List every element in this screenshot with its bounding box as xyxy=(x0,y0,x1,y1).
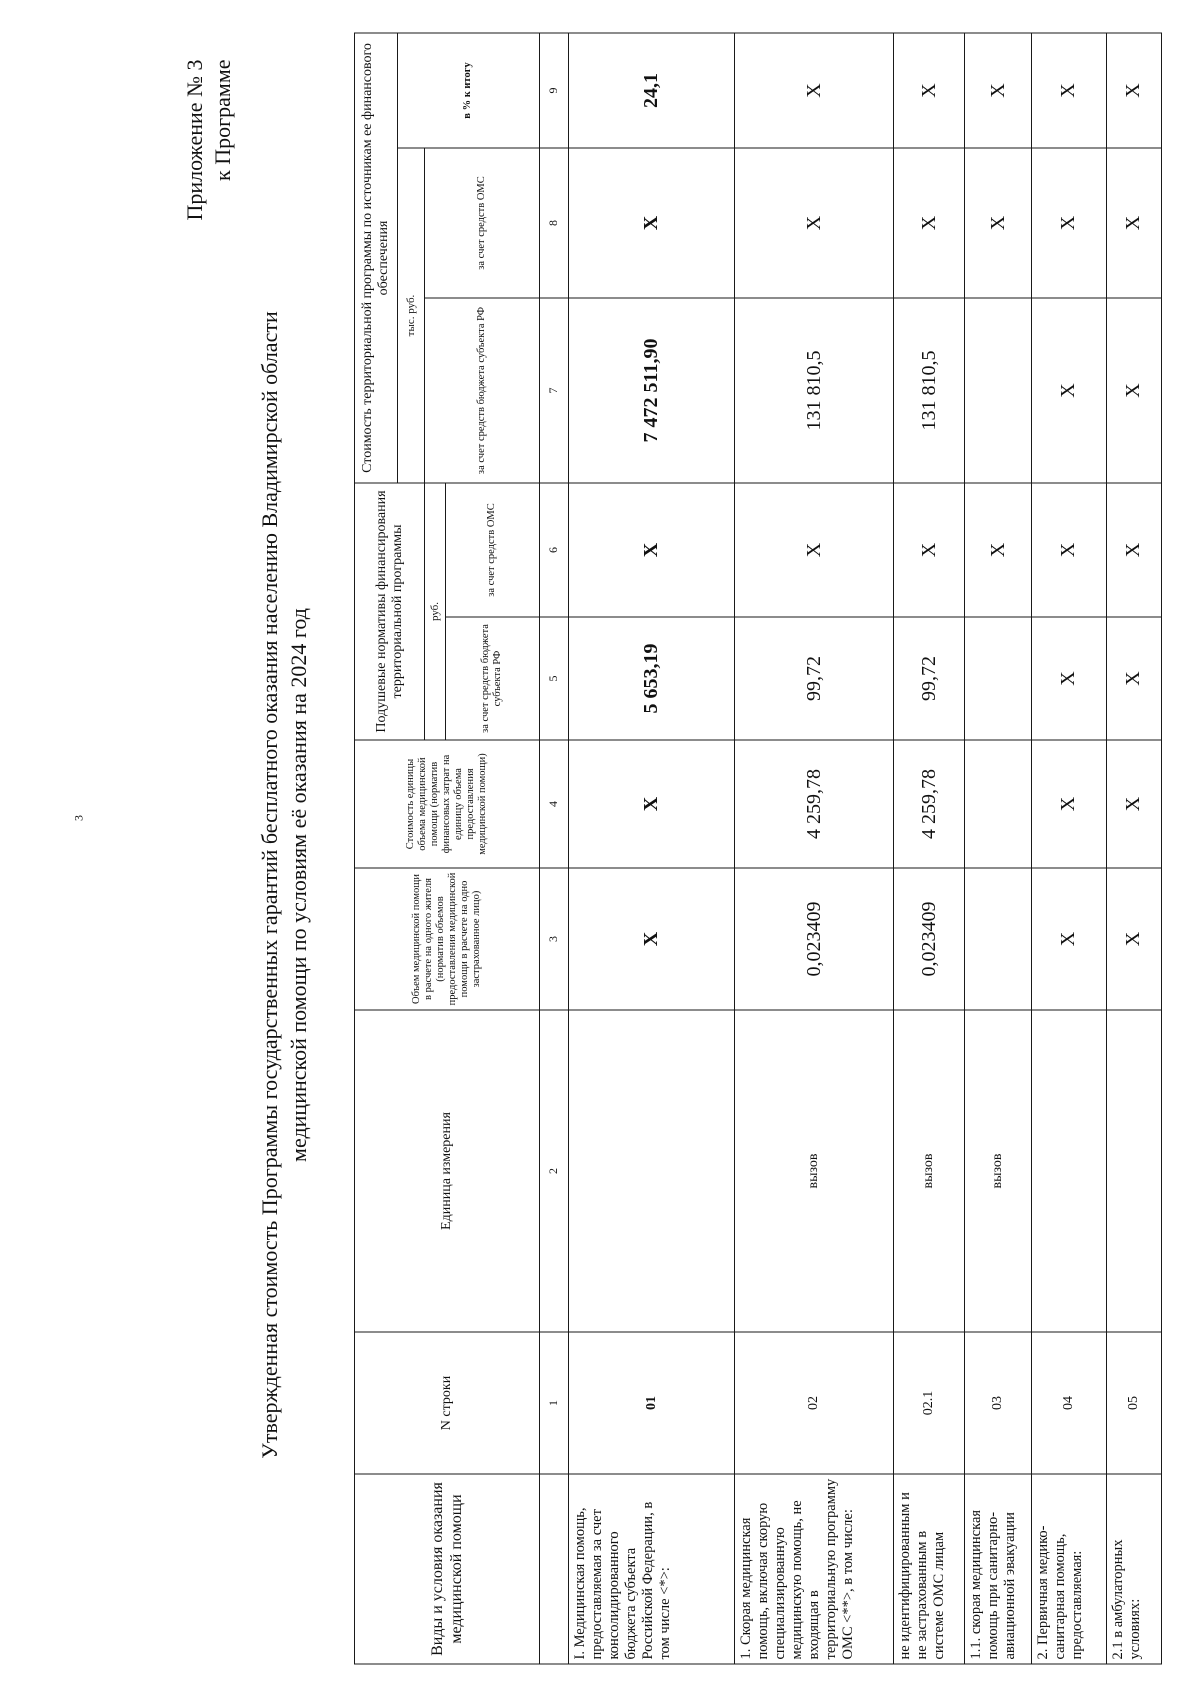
document-title xyxy=(255,311,313,1458)
row-unit-cost: 4 259,78 xyxy=(894,740,965,868)
row-per-capita-oms: X xyxy=(965,483,1032,617)
row-code: 05 xyxy=(1106,1332,1161,1474)
row-per-capita-budget: X xyxy=(1106,617,1161,740)
header-total-oms: за счет средств ОМС xyxy=(425,148,540,298)
header-total-budget: за счет средств бюджета субъекта РФ xyxy=(425,298,540,483)
cost-table-rotated xyxy=(354,34,1162,1665)
page-number: 3 xyxy=(71,815,86,821)
column-number xyxy=(540,1474,569,1664)
row-per-capita-oms: X xyxy=(1106,483,1161,617)
row-total-oms: X xyxy=(1032,148,1107,298)
row-per-capita-oms: X xyxy=(1032,483,1107,617)
row-label: 1.1. скорая медицинская помощь при санитарно-авиационной эвакуации xyxy=(965,1474,1032,1664)
header-kinds: Виды и условия оказания медицинской помощи xyxy=(355,1474,540,1664)
title-line-2: медицинской помощи по условиям её оказания на 2024 год xyxy=(286,608,311,1162)
table-row xyxy=(568,33,735,1664)
row-per-capita-budget: X xyxy=(1032,617,1107,740)
appendix-line-2: к Программе xyxy=(210,59,235,181)
row-per-capita-budget: 5 653,19 xyxy=(568,617,735,740)
column-number: 6 xyxy=(540,483,569,617)
column-number: 2 xyxy=(540,1010,569,1332)
header-program-cost-unit: тыс. руб. xyxy=(397,148,425,483)
row-unit xyxy=(568,1010,735,1332)
header-per-capita-budget: за счет средств бюджета субъекта РФ xyxy=(445,617,539,740)
title-line-1: Утвержденная стоимость Программы государственных гарантий бесплатного оказания населению Владимирской области xyxy=(257,311,282,1459)
row-unit-cost: X xyxy=(1032,740,1107,868)
row-per-capita-budget: 99,72 xyxy=(894,617,965,740)
column-number: 7 xyxy=(540,298,569,483)
row-code: 04 xyxy=(1032,1332,1107,1474)
row-percent: 24,1 xyxy=(568,33,735,148)
row-total-budget: 131 810,5 xyxy=(894,298,965,483)
row-per-capita-budget xyxy=(965,617,1032,740)
row-volume: X xyxy=(568,868,735,1010)
row-code: 02.1 xyxy=(894,1332,965,1474)
row-unit-cost xyxy=(965,740,1032,868)
row-unit xyxy=(1032,1010,1107,1332)
row-per-capita-oms: X xyxy=(568,483,735,617)
column-numbers-row xyxy=(540,33,569,1664)
table-row xyxy=(1032,33,1107,1664)
row-percent: X xyxy=(1106,33,1161,148)
header-row-number: N строки xyxy=(355,1332,540,1474)
row-percent: X xyxy=(735,33,894,148)
row-code: 03 xyxy=(965,1332,1032,1474)
header-percent: в % к итогу xyxy=(397,33,540,148)
row-total-oms: X xyxy=(965,148,1032,298)
row-total-oms: X xyxy=(894,148,965,298)
table-row xyxy=(894,33,965,1664)
header-per-capita-oms: за счет средств ОМС xyxy=(445,483,539,617)
row-per-capita-oms: X xyxy=(894,483,965,617)
row-percent: X xyxy=(965,33,1032,148)
table-row xyxy=(965,33,1032,1664)
header-volume: Объем медицинской помощи в расчете на одного жителя (норматив объемов предоставления медицинской помощи в расчете на одно застрахованное лицо) xyxy=(355,868,540,1010)
row-volume: X xyxy=(1106,868,1161,1010)
row-total-budget: X xyxy=(1032,298,1107,483)
row-code: 02 xyxy=(735,1332,894,1474)
header-unit: Единица измерения xyxy=(355,1010,540,1332)
column-number: 8 xyxy=(540,148,569,298)
row-total-budget: 7 472 511,90 xyxy=(568,298,735,483)
column-number: 4 xyxy=(540,740,569,868)
row-total-oms: X xyxy=(568,148,735,298)
row-per-capita-budget: 99,72 xyxy=(735,617,894,740)
header-per-capita-unit: руб. xyxy=(425,483,446,740)
row-unit-cost: X xyxy=(1106,740,1161,868)
header-per-capita: Подушевые нормативы финансирования территориальной программы xyxy=(355,483,425,740)
row-total-oms: X xyxy=(735,148,894,298)
table-row xyxy=(735,33,894,1664)
header-unit-cost: Стоимость единицы объема медицинской помощи (норматив финансовых затрат на единицу объема предоставления медицинской помощи) xyxy=(355,740,540,868)
appendix-reference xyxy=(181,59,237,220)
row-code: 01 xyxy=(568,1332,735,1474)
row-unit xyxy=(1106,1010,1161,1332)
cost-table xyxy=(354,32,1162,1664)
column-number: 9 xyxy=(540,33,569,148)
row-label: не идентифицированным и не застрахованным в системе ОМС лицам xyxy=(894,1474,965,1664)
column-number: 3 xyxy=(540,868,569,1010)
column-number: 1 xyxy=(540,1332,569,1474)
row-unit: вызов xyxy=(894,1010,965,1332)
row-unit: вызов xyxy=(735,1010,894,1332)
row-per-capita-oms: X xyxy=(735,483,894,617)
row-total-budget: X xyxy=(1106,298,1161,483)
row-unit-cost: 4 259,78 xyxy=(735,740,894,868)
row-unit-cost: X xyxy=(568,740,735,868)
row-total-budget: 131 810,5 xyxy=(735,298,894,483)
row-unit: вызов xyxy=(965,1010,1032,1332)
row-total-budget xyxy=(965,298,1032,483)
row-label: 2. Первичная медико-санитарная помощь, предоставляемая: xyxy=(1032,1474,1107,1664)
row-volume: 0,023409 xyxy=(894,868,965,1010)
row-label: I. Медицинская помощь, предоставляемая за счет консолидированного бюджета субъекта Российской Федерации, в том числе <*>: xyxy=(568,1474,735,1664)
row-percent: X xyxy=(1032,33,1107,148)
appendix-line-1: Приложение № 3 xyxy=(182,59,207,221)
row-volume: X xyxy=(1032,868,1107,1010)
table-row xyxy=(1106,33,1161,1664)
column-number: 5 xyxy=(540,617,569,740)
row-percent: X xyxy=(894,33,965,148)
row-total-oms: X xyxy=(1106,148,1161,298)
row-volume xyxy=(965,868,1032,1010)
row-label: 1. Скорая медицинская помощь, включая скорую специализированную медицинскую помощь, не входящая в территориальную программу ОМС <**>, в том числе: xyxy=(735,1474,894,1664)
row-label: 2.1 в амбулаторных условиях: xyxy=(1106,1474,1161,1664)
header-program-cost: Стоимость территориальной программы по источникам ее финансового обеспечения xyxy=(355,33,398,483)
row-volume: 0,023409 xyxy=(735,868,894,1010)
